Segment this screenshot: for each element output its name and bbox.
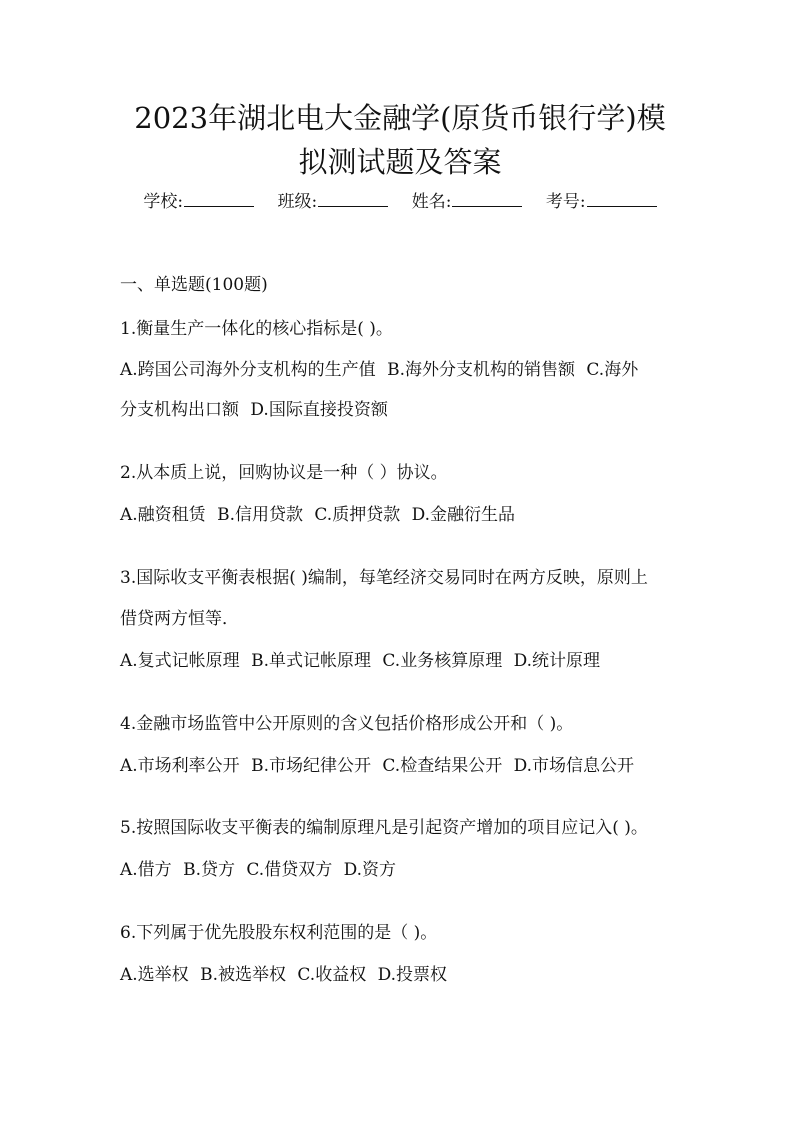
- class-label: 班级:: [277, 192, 318, 212]
- question-5-option-c: C.借贷双方: [246, 860, 333, 880]
- question-2-stem: 2.从本质上说，回购协议是一种（ ）协议。: [120, 463, 448, 483]
- question-4-option-c: C.检查结果公开: [382, 756, 503, 776]
- question-3-options: [120, 649, 692, 673]
- question-1-option-a: A.跨国公司海外分支机构的生产值: [120, 360, 376, 380]
- question-5-options: [120, 858, 692, 882]
- question-1-options-line-1: [120, 358, 692, 382]
- document-title-line-1: 2023年湖北电大金融学(原货币银行学)模: [134, 101, 666, 135]
- school-field: [143, 190, 254, 214]
- class-field: [278, 190, 389, 214]
- name-field: [412, 190, 523, 214]
- question-2-option-d: D.金融衍生品: [411, 505, 516, 525]
- class-blank: [318, 190, 388, 207]
- question-6-option-a: A.选举权: [120, 965, 189, 985]
- question-3-stem-line-2: 借贷两方恒等．: [120, 609, 239, 629]
- question-4-option-b: B.市场纪律公开: [251, 756, 371, 776]
- question-6-option-b: B.被选举权: [200, 965, 286, 985]
- question-1-options-line-2: [120, 398, 692, 422]
- question-6-option-c: C.收益权: [297, 965, 367, 985]
- question-2-option-a: A.融资租赁: [120, 505, 206, 525]
- question-3-option-d: D.统计原理: [513, 651, 601, 671]
- question-1-option-b: B.海外分支机构的销售额: [387, 360, 575, 380]
- section-heading: 一、单选题(100题): [120, 275, 268, 295]
- question-6-stem: 6.下列属于优先股股东权利范围的是（ )。: [120, 923, 438, 943]
- exam-number-label: 考号:: [545, 192, 586, 212]
- question-2-option-b: B.信用贷款: [217, 505, 303, 525]
- question-1-option-d: D.国际直接投资额: [250, 400, 388, 420]
- question-1-stem: 1.衡量生产一体化的核心指标是( )。: [120, 319, 393, 339]
- question-3-option-b: B.单式记帐原理: [251, 651, 371, 671]
- question-4-option-d: D.市场信息公开: [513, 756, 635, 776]
- question-5-option-d: D.资方: [343, 860, 397, 880]
- question-1-option-c-cont: 分支机构出口额: [120, 400, 239, 420]
- question-4-option-a: A.市场利率公开: [120, 756, 240, 776]
- school-blank: [184, 190, 254, 207]
- question-4-stem: 4.金融市场监管中公开原则的含义包括价格形成公开和（ )。: [120, 714, 574, 734]
- name-blank: [452, 190, 522, 207]
- name-label: 姓名:: [411, 192, 452, 212]
- question-2-option-c: C.质押贷款: [314, 505, 401, 525]
- school-label: 学校:: [143, 192, 184, 212]
- question-1-option-c: C.海外: [586, 360, 639, 380]
- question-4-options: [120, 754, 692, 778]
- question-3-option-a: A.复式记帐原理: [120, 651, 240, 671]
- question-5-option-a: A.借方: [120, 860, 172, 880]
- question-6-options: [120, 963, 692, 987]
- question-5-stem: 5.按照国际收支平衡表的编制原理凡是引起资产增加的项目应记入( )。: [120, 818, 648, 838]
- question-3-option-c: C.业务核算原理: [382, 651, 503, 671]
- exam-number-field: [546, 190, 657, 214]
- exam-number-blank: [587, 190, 657, 207]
- question-3-stem-line-1: 3.国际收支平衡表根据( )编制，每笔经济交易同时在两方反映，原则上: [120, 568, 648, 588]
- question-2-options: [120, 503, 692, 527]
- question-5-option-b: B.贷方: [183, 860, 235, 880]
- student-info-row: [0, 190, 800, 214]
- question-6-option-d: D.投票权: [377, 965, 448, 985]
- document-title-line-2: 拟测试题及答案: [298, 145, 502, 179]
